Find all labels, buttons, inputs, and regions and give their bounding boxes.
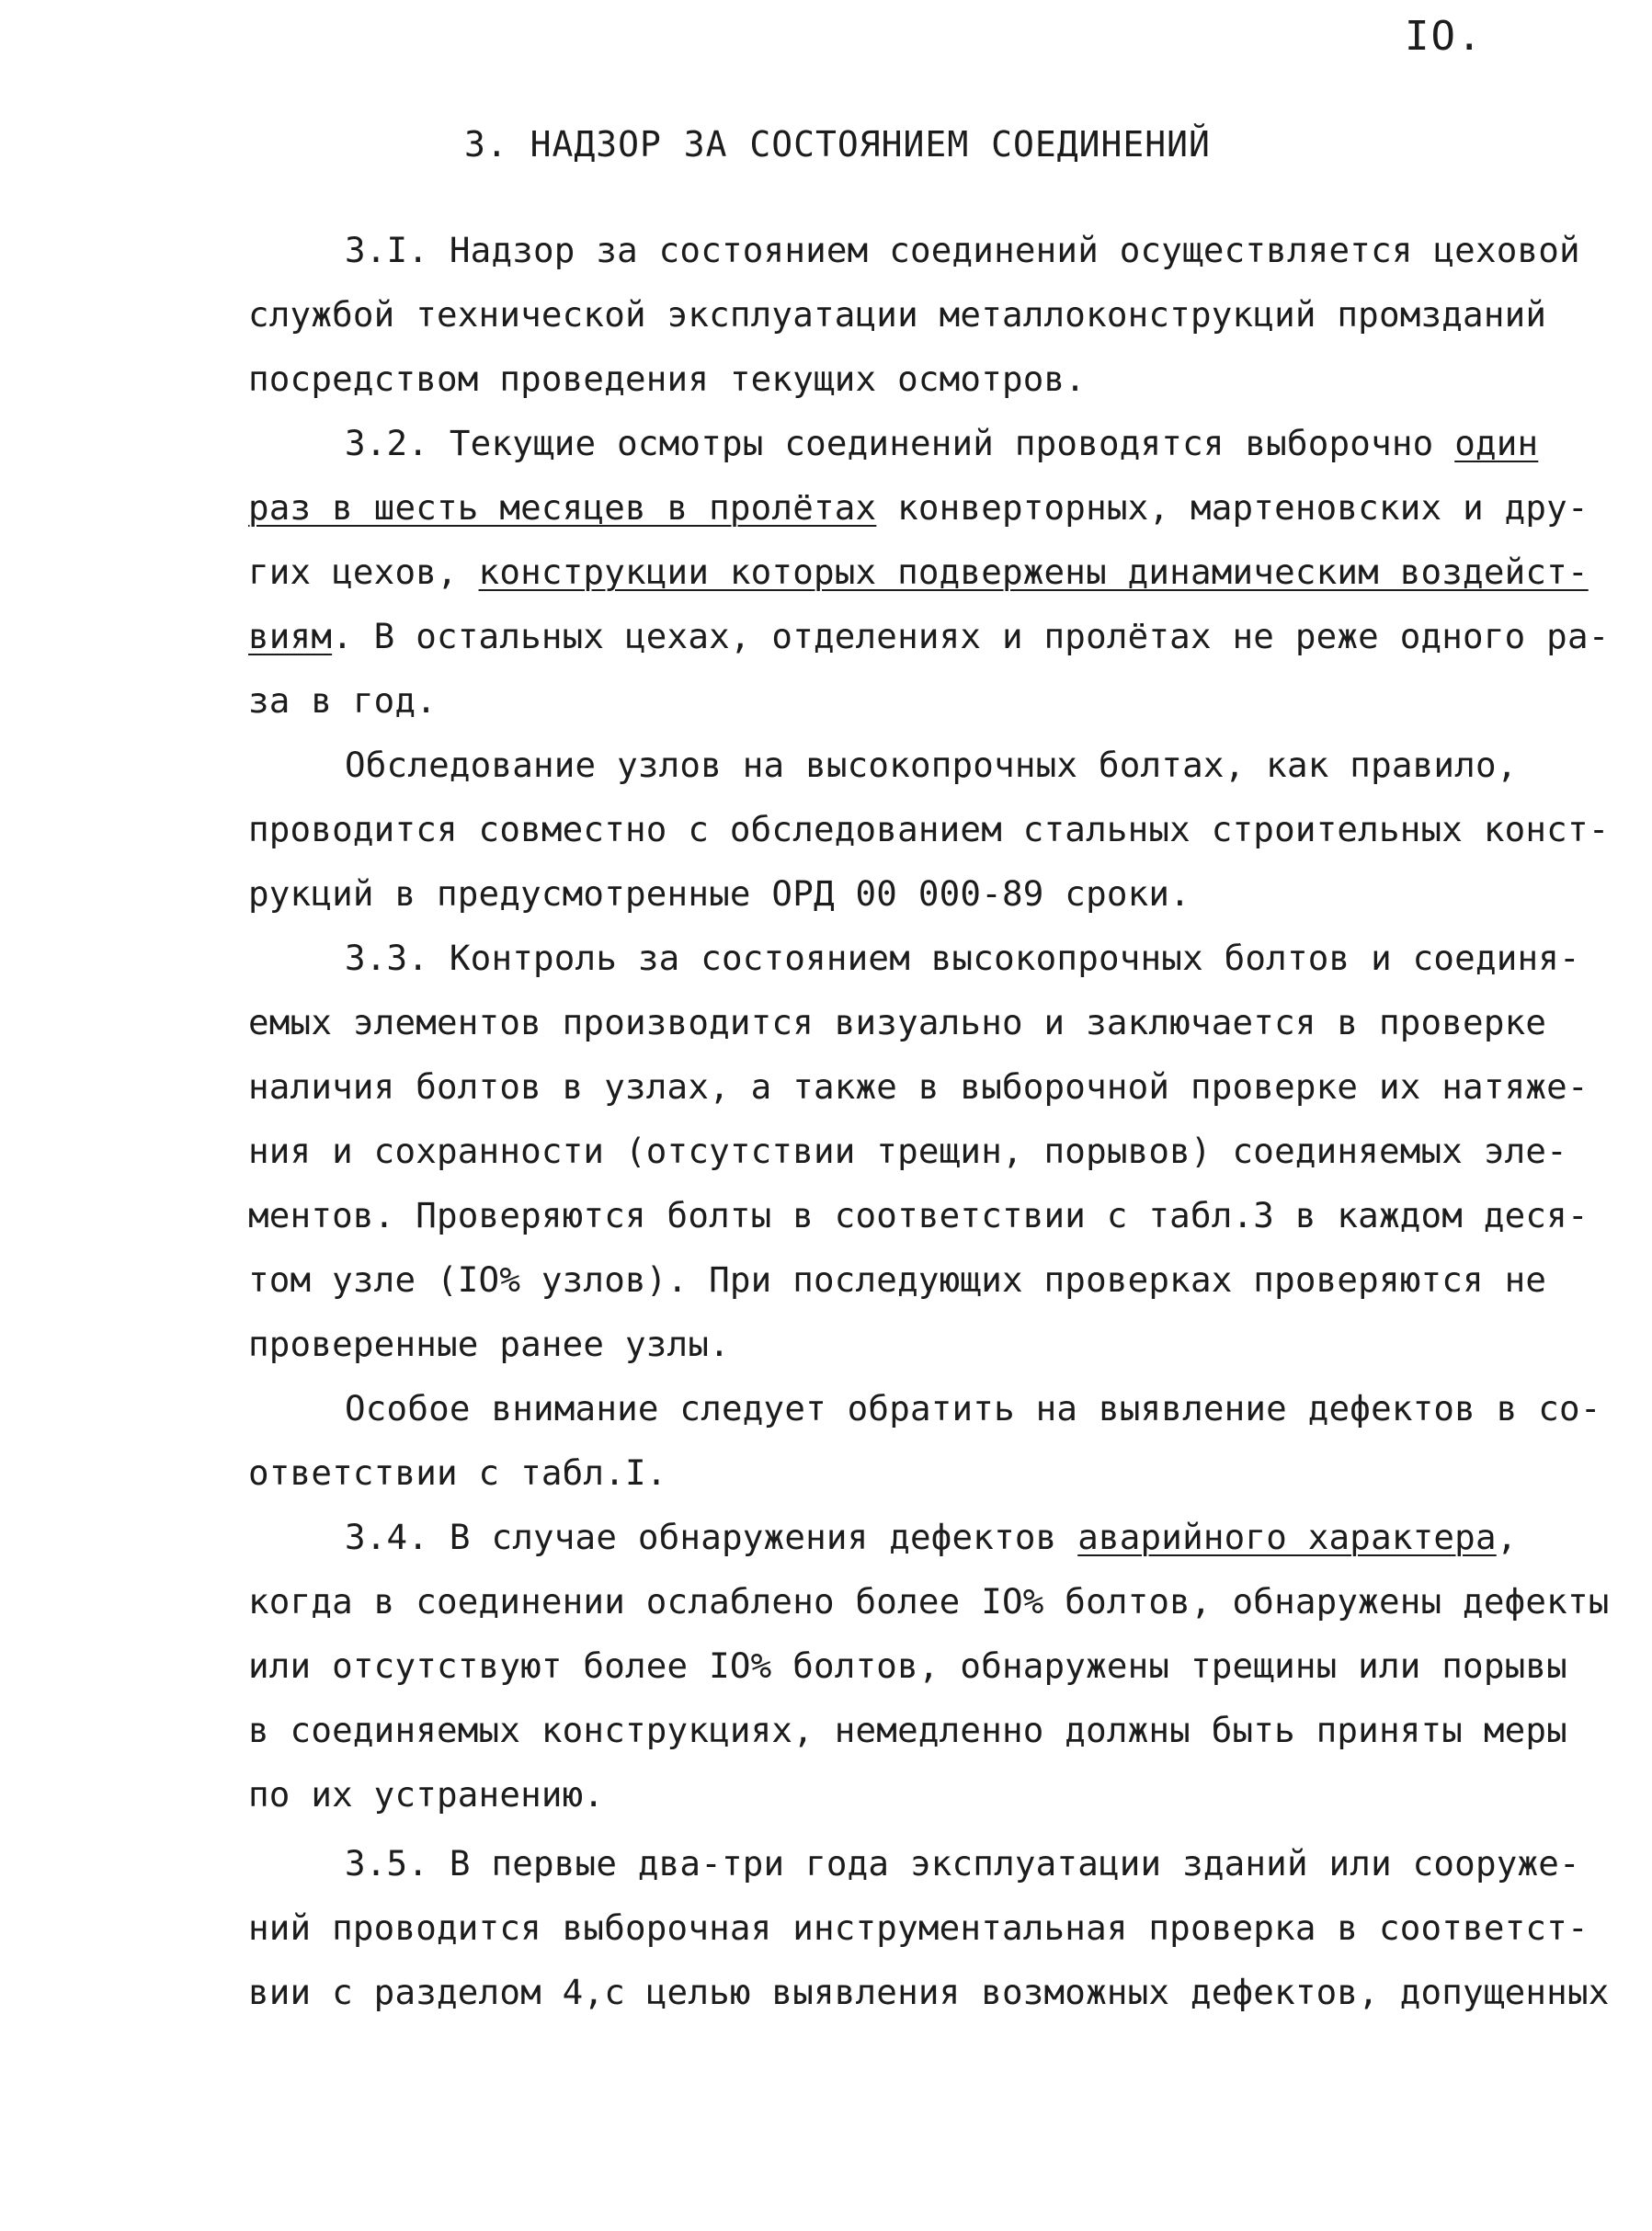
underlined-text: раз в шесть месяцев в пролётах — [248, 487, 877, 528]
body-line: Обследование узлов на высокопрочных болтах, как правило, — [345, 745, 1518, 785]
body-line: за в год. — [248, 680, 437, 721]
body-line: проводится совместно с обследованием стальных строительных конст- — [248, 809, 1610, 849]
underlined-text: один — [1454, 423, 1539, 463]
page-number: IO. — [1405, 13, 1484, 60]
body-line: емых элементов производится визуально и заключается в проверке — [248, 1002, 1547, 1042]
body-line: рукций в предусмотренные ОРД 00 000-89 сроки. — [248, 873, 1191, 914]
body-line: Особое внимание следует обратить на выявление дефектов в со- — [345, 1388, 1601, 1429]
body-line: виям. В остальных цехах, отделениях и пролётах не реже одного ра- — [248, 616, 1610, 656]
body-line: когда в соединении ослаблено более IO% болтов, обнаружены дефекты — [248, 1581, 1610, 1622]
body-line: гих цехов, конструкции которых подвержены динамическим воздейст- — [248, 552, 1589, 592]
body-line: по их устранению. — [248, 1774, 605, 1815]
body-line: 3.2. Текущие осмотры соединений проводятся выборочно один — [345, 423, 1539, 463]
underlined-text: конструкции которых подвержены динамическим воздейст- — [478, 552, 1589, 592]
body-line: ний проводится выборочная инструментальная проверка в соответст- — [248, 1907, 1589, 1948]
body-line: 3.3. Контроль за состоянием высокопрочных болтов и соединя- — [345, 938, 1580, 978]
body-line: посредством проведения текущих осмотров. — [248, 359, 1087, 399]
body-line: вии с разделом 4,с целью выявления возможных дефектов, допущенных — [248, 1972, 1610, 2012]
body-line: 3.I. Надзор за состоянием соединений осуществляется цеховой — [345, 230, 1580, 270]
body-line: ния и сохранности (отсутствии трещин, порывов) соединяемых эле- — [248, 1131, 1567, 1171]
body-line: раз в шесть месяцев в пролётах конверторных, мартеновских и дру- — [248, 487, 1589, 528]
body-line: 3.4. В случае обнаружения дефектов аварийного характера, — [345, 1517, 1518, 1557]
body-line: том узле (IO% узлов). При последующих проверках проверяются не — [248, 1259, 1547, 1300]
underlined-text: виям — [248, 616, 333, 656]
body-line: 3.5. В первые два-три года эксплуатации зданий или сооруже- — [345, 1843, 1580, 1884]
body-line: наличия болтов в узлах, а также в выборочной проверке их натяже- — [248, 1066, 1589, 1107]
body-line: в соединяемых конструкциях, немедленно должны быть приняты меры — [248, 1710, 1567, 1750]
body-line: ответствии с табл.I. — [248, 1452, 667, 1493]
body-line: службой технической эксплуатации металлоконструкций промзданий — [248, 294, 1547, 335]
section-title: 3. НАДЗОР ЗА СОСТОЯНИЕМ СОЕДИНЕНИЙ — [464, 124, 1211, 165]
body-line: проверенные ранее узлы. — [248, 1324, 730, 1364]
underlined-text: аварийного характера — [1077, 1517, 1497, 1557]
body-line: или отсутствуют более IO% болтов, обнаружены трещины или порывы — [248, 1645, 1567, 1686]
body-line: ментов. Проверяются болты в соответствии с табл.3 в каждом деся- — [248, 1195, 1589, 1235]
